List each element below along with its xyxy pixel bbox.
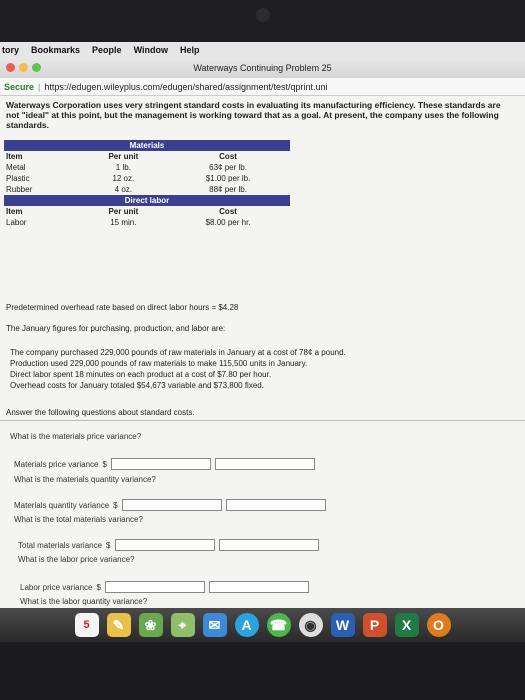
cell-item: Plastic	[6, 174, 30, 183]
col-per-unit: Per unit	[108, 207, 139, 216]
col-item: Item	[6, 152, 23, 161]
standards-table	[4, 140, 290, 228]
dollar-sign: $	[106, 540, 111, 550]
question: What is the materials quantity variance?	[14, 475, 156, 484]
messages-icon[interactable]: ✉	[203, 613, 227, 637]
question: What is the labor quantity variance?	[20, 597, 148, 606]
cell-per-unit: 4 oz.	[114, 185, 133, 194]
word-icon[interactable]: W	[331, 613, 355, 637]
cell-cost: $1.00 per lb.	[205, 174, 251, 183]
col-cost: Cost	[219, 152, 237, 161]
question: What is the total materials variance?	[14, 515, 143, 524]
cell-item: Rubber	[6, 185, 33, 194]
window-title: Waterways Continuing Problem 25	[193, 63, 332, 73]
menu-bookmarks[interactable]: Bookmarks	[31, 45, 81, 55]
fact-line: Overhead costs for January totaled $54,673 variable and $73,800 fixed.	[10, 381, 264, 390]
calendar-icon[interactable]: 5	[75, 613, 99, 637]
cell-per-unit: 15 min.	[110, 218, 137, 227]
divider	[0, 420, 525, 421]
appstore-icon[interactable]: A	[235, 613, 259, 637]
total-materials-type-select[interactable]	[219, 539, 319, 551]
total-materials-field	[18, 539, 319, 551]
photo-bezel-bottom	[0, 642, 525, 700]
cell-cost: 63¢ per lb.	[209, 163, 247, 172]
cell-cost: $8.00 per hr.	[205, 218, 251, 227]
materials-quantity-type-select[interactable]	[226, 499, 326, 511]
table-row	[4, 184, 290, 195]
photos-icon[interactable]: ❀	[139, 613, 163, 637]
overhead-rate: Predetermined overhead rate based on direct labor hours = $4.28	[6, 303, 239, 312]
notes-icon[interactable]: ✎	[107, 613, 131, 637]
photo-bezel-top	[0, 0, 525, 42]
materials-header: Materials	[4, 140, 290, 151]
cell-cost: 88¢ per lb.	[209, 185, 247, 194]
materials-quantity-field	[14, 499, 326, 511]
address-bar[interactable]	[0, 78, 525, 96]
labor-price-type-select[interactable]	[209, 581, 309, 593]
window-titlebar	[0, 58, 525, 79]
cell-item: Metal	[6, 163, 26, 172]
question: What is the materials price variance?	[10, 432, 142, 441]
field-label: Materials quantity variance	[14, 500, 110, 510]
menu-help[interactable]: Help	[179, 45, 200, 55]
screen	[0, 42, 525, 642]
chrome-icon[interactable]: ◉	[299, 613, 323, 637]
url-text[interactable]: https://edugen.wileyplus.com/edugen/shared/assignment/test/qprint.uni	[44, 81, 328, 92]
facetime-icon[interactable]: ☎	[267, 613, 291, 637]
field-label: Total materials variance	[18, 540, 103, 550]
materials-price-field	[14, 458, 315, 470]
table-row	[4, 173, 290, 184]
cell-per-unit: 12 oz.	[112, 174, 135, 183]
separator: |	[38, 81, 41, 92]
table-row	[4, 217, 290, 228]
fact-line: Direct labor spent 18 minutes on each product at a cost of $7.80 per hour.	[10, 370, 272, 379]
dock	[0, 608, 525, 642]
january-facts	[10, 347, 346, 391]
cell-per-unit: 1 lb.	[115, 163, 131, 172]
materials-price-type-select[interactable]	[215, 458, 315, 470]
labor-price-field	[20, 581, 309, 593]
materials-quantity-input[interactable]	[122, 499, 222, 511]
materials-price-input[interactable]	[111, 458, 211, 470]
camera-icon	[256, 8, 270, 22]
field-label: Materials price variance	[14, 459, 99, 469]
page-content	[0, 98, 525, 592]
dollar-sign: $	[113, 500, 118, 510]
menu-window[interactable]: Window	[133, 45, 168, 55]
fact-line: Production used 229,000 pounds of raw materials to make 115,500 units in January.	[10, 359, 308, 368]
cell-item: Labor	[6, 218, 27, 227]
col-cost: Cost	[219, 207, 237, 216]
secure-label: Secure	[4, 81, 35, 92]
labor-header: Direct labor	[4, 195, 290, 206]
table-row	[4, 162, 290, 173]
field-label: Labor price variance	[20, 582, 93, 592]
menu-history[interactable]: tory	[2, 45, 20, 55]
menu-bar	[0, 42, 525, 58]
dollar-sign: $	[102, 459, 107, 469]
total-materials-input[interactable]	[115, 539, 215, 551]
answer-prompt: Answer the following questions about standard costs.	[6, 408, 195, 417]
intro-text: Waterways Corporation uses very stringent standard costs in evaluating its manufacturing efficiency. These standards are not "ideal" at this point, but the management is working toward that as a goal. At present, the company uses the following standards.	[6, 100, 501, 130]
menu-people[interactable]: People	[92, 45, 122, 55]
col-per-unit: Per unit	[108, 152, 139, 161]
maps-icon[interactable]: ⌖	[171, 613, 195, 637]
question: What is the labor price variance?	[18, 555, 135, 564]
excel-icon[interactable]: X	[395, 613, 419, 637]
fact-line: The company purchased 229,000 pounds of raw materials in January at a cost of 78¢ a pound.	[10, 348, 346, 357]
app-icon[interactable]: O	[427, 613, 451, 637]
powerpoint-icon[interactable]: P	[363, 613, 387, 637]
col-item: Item	[6, 207, 23, 216]
dollar-sign: $	[96, 582, 101, 592]
january-heading: The January figures for purchasing, production, and labor are:	[6, 324, 226, 333]
labor-price-input[interactable]	[105, 581, 205, 593]
